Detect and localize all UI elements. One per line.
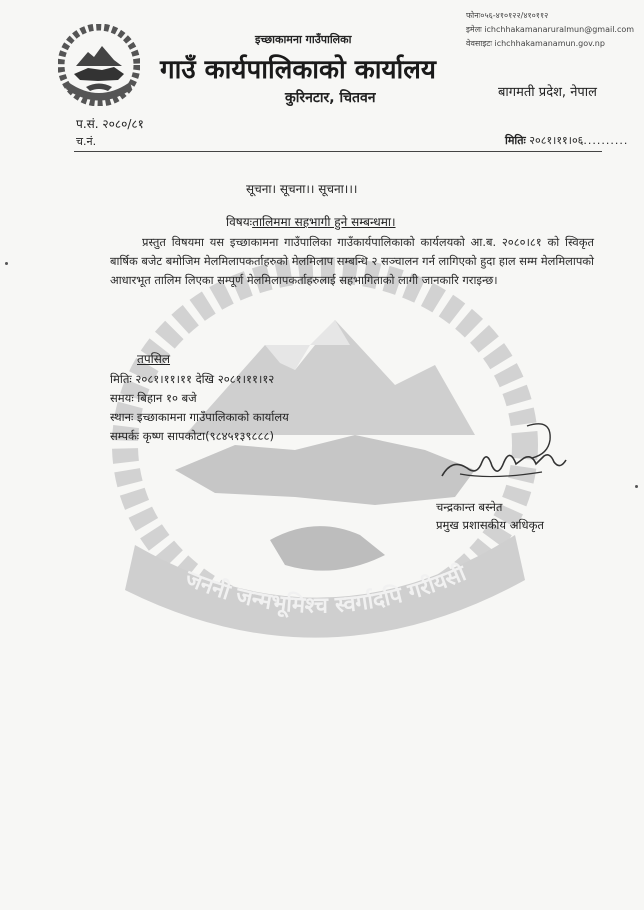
header-divider <box>74 151 602 152</box>
detail-date: मितिः २०८१।११।११ देखि २०८१।११।१२ <box>110 372 275 386</box>
detail-time: समयः बिहान १० बजे <box>110 391 197 405</box>
detail-contact: सम्पर्कः कृष्ण सापकोटा(९८४५१३९८८८) <box>110 429 274 443</box>
subject-label: विषयः <box>226 215 253 229</box>
detail-place: स्थानः इच्छाकामना गाउँपालिकाको कार्यालय <box>110 410 289 424</box>
handwritten-signature <box>432 418 582 488</box>
notice-heading: सूचना। सूचना।। सूचना।।। <box>246 182 358 196</box>
government-emblem-logo <box>58 24 140 106</box>
date-label: मितिः <box>505 134 526 147</box>
subject-line <box>226 213 396 230</box>
org-top-name: इच्छाकामना गाउँपालिका <box>255 33 352 46</box>
letter-number: प.सं. २०८०/८१ <box>76 117 144 131</box>
province-label: बागमती प्रदेश, नेपाल <box>498 85 597 100</box>
letter-date <box>505 133 628 148</box>
scan-dot <box>5 262 8 265</box>
org-title: गाउँ कार्यपालिकाको कार्यालय <box>160 55 436 85</box>
contact-email: इमेलः ichchhakamanaruralmun@gmail.com <box>466 25 635 34</box>
contact-phone: फोनः०५६-४१०१२२/४१०११२ <box>466 11 549 20</box>
scan-dot <box>635 485 638 488</box>
notice-body: प्रस्तुत विषयमा यस इच्छाकामना गाउँपालिका गाउँकार्यपालिकाको कार्यलयको आ.ब. २०८०।८१ को स्विकृत बार्षिक बजेट बमोजिम मेलमिलापकर्ताहरुको मेलमिलाप सम्बन्धि २ सञ्चालन गर्न लागिएको हुदा हाल सम्म मेलमिलापको आधारभूत तालिम लिएका सम्पूर्ण मेलमिलापकर्ताहरुलाई सहभागिताको लागी जानकारि गराइन्छ। <box>110 235 594 287</box>
signatory-title: प्रमुख प्रशासकीय अधिकृत <box>436 518 544 532</box>
contact-website: वेवसाइटः ichchhakamanamun.gov.np <box>466 39 605 48</box>
details-heading: तपसिल <box>137 352 171 366</box>
dispatch-number: च.नं. <box>76 135 97 148</box>
signatory-name: चन्द्रकान्त बस्नेत <box>436 500 503 514</box>
org-location: कुरिनटार, चितवन <box>285 90 376 106</box>
subject-text: तालिममा सहभागी हुने सम्बन्धमा। <box>252 215 396 229</box>
watermark-motto: जननी जन्मभूमिश्च स्वर्गादपि गरीयसी <box>181 561 470 619</box>
date-value: २०८१।११।०६ <box>529 134 584 147</box>
date-dots: .......... <box>583 134 629 147</box>
